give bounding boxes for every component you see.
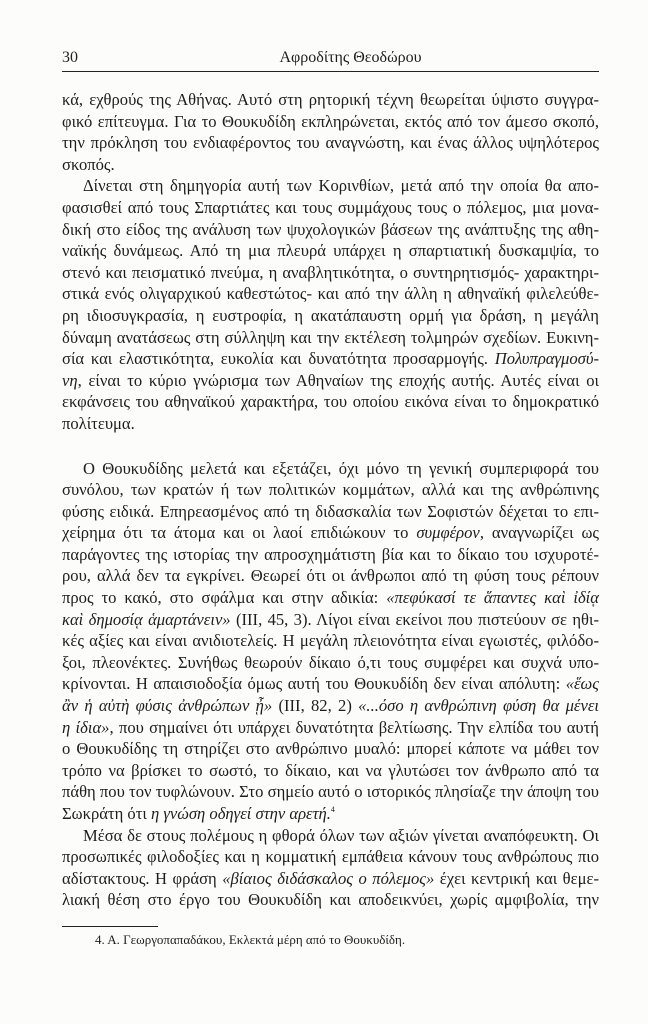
text-segment: φικό επίτευγμα. Για το Θουκυδίδη εκπληρώνεται, εκτός από τον άμεσο σκοπό, bbox=[62, 111, 599, 131]
text-segment: κά, εχθρούς της Αθήνας. Αυτό στη ρητορική τέχνη θεωρείται ύψιστο συγγρα- bbox=[62, 90, 599, 109]
text-segment: παράγοντες της ιστορίας την απροσχημάτιστη βία και το δίκαιο του ισχυροτέ- bbox=[62, 544, 599, 564]
text-segment: , που σημαίνει ότι υπάρχει δυνατότητα βελτίωσης. Την ελπίδα του αυτή bbox=[109, 717, 599, 737]
text-line bbox=[62, 781, 599, 803]
text-segment: πολίτευμα. bbox=[62, 413, 135, 433]
text-line bbox=[62, 479, 599, 501]
italic-text: καὶ δημοσίᾳ ἁμαρτάνειν» bbox=[62, 609, 231, 629]
text-line bbox=[62, 544, 599, 566]
text-segment: ο Θουκυδίδης τη στηρίζει στο ανθρώπινο μυαλό: μπορεί κάποτε να μάθει τον bbox=[62, 739, 599, 759]
text-line bbox=[62, 846, 599, 868]
text-line bbox=[62, 889, 599, 911]
italic-text: «βίαιος διδάσκαλος ο πόλεμος» bbox=[222, 868, 435, 888]
paragraph bbox=[62, 458, 599, 825]
text-segment: σκοπός. bbox=[62, 154, 115, 174]
text-segment: (ΙΙΙ, 82, 2) bbox=[272, 696, 359, 716]
text-segment: προσωπικές φιλοδοξίες και η κομματική εμπάθεια κάνουν τους ανθρώπους πιο bbox=[62, 847, 599, 867]
text-segment: φασισθεί από τους Σπαρτιάτες και τους συμμάχους τους ο πόλεμος, μια μονα- bbox=[62, 197, 599, 217]
text-line bbox=[62, 132, 599, 154]
italic-text: Πολυπραγμοσύ- bbox=[494, 349, 599, 369]
text-segment: πάθη που τον τυφλώνουν. Στο σημείο αυτό ο ιστορικός πλησίαζε την άποψη του bbox=[62, 782, 599, 802]
italic-text: «ἕως bbox=[565, 674, 599, 694]
body-text bbox=[62, 89, 599, 911]
text-line bbox=[62, 89, 599, 111]
text-segment: χείρημα ότι τα άτομα και οι λαοί επιδιώκουν το bbox=[62, 523, 417, 543]
text-line bbox=[62, 283, 599, 305]
text-segment: , είναι το κύριο γνώρισμα των Αθηναίων της εποχής αυτής. Αυτές είναι οι bbox=[77, 370, 599, 390]
text-line bbox=[62, 868, 599, 890]
text-line bbox=[62, 327, 599, 349]
text-line bbox=[62, 738, 599, 760]
text-line bbox=[62, 673, 599, 695]
text-line bbox=[62, 413, 599, 435]
text-line bbox=[62, 262, 599, 284]
text-segment: τρόπο να βρίσκει το σωστό, το δίκαιο, και να γλυτώσει τον άνθρωπο από τα bbox=[62, 760, 599, 780]
text-line bbox=[62, 609, 599, 631]
text-line bbox=[62, 154, 599, 176]
page-header bbox=[62, 49, 599, 71]
text-line bbox=[62, 391, 599, 413]
text-line bbox=[62, 111, 599, 133]
italic-text: η ίδια» bbox=[62, 717, 110, 737]
text-segment: ξοι, πλεονέκτες. Συνήθως θεωρούν δίκαιο ό,τι τους συμφέρει και συχνά υπο- bbox=[62, 652, 599, 672]
italic-text: νη bbox=[62, 370, 78, 390]
text-line bbox=[62, 175, 599, 197]
text-line bbox=[62, 501, 599, 523]
text-line bbox=[62, 240, 599, 262]
italic-text: συμφέρον bbox=[416, 523, 480, 543]
text-segment: συνόλου, των κρατών ή των πολιτικών κομμάτων, αλλά και της ανθρώπινης bbox=[62, 480, 599, 500]
footnote-rule bbox=[62, 926, 158, 927]
text-segment: στικά ενός ολιγαρχικού καθεστώτος- και από την άλλη η αθηναϊκή φιλελεύθε- bbox=[62, 284, 599, 304]
text-line bbox=[62, 522, 599, 544]
text-line bbox=[62, 717, 599, 739]
text-segment: κές αξίες και είναι ανιδιοτελείς. Η μεγάλη πλειονότητα είναι εγωιστές, φιλόδο- bbox=[62, 631, 599, 651]
text-line bbox=[62, 695, 599, 717]
paragraph bbox=[62, 175, 599, 434]
text-segment: σία και ελαστικότητα, ευκολία και δυνατότητα προσαρμογής. bbox=[62, 349, 495, 369]
text-segment: εκφάνσεις του αθηναϊκού χαρακτήρα, του οποίου εικόνα είναι το δημοκρατικό bbox=[62, 392, 599, 412]
text-line bbox=[62, 652, 599, 674]
text-segment: λιακή θέση στο έργο του Θουκυδίδη και αποδεικνύει, χωρίς αμφιβολία, την bbox=[62, 890, 599, 910]
text-line bbox=[62, 197, 599, 219]
text-line bbox=[62, 458, 599, 480]
text-line bbox=[62, 305, 599, 327]
text-line bbox=[62, 348, 599, 370]
text-segment: δική στο είδος της ανάλυση των ψυχολογικών βάσεων της ανάπτυξης της αθη- bbox=[62, 219, 599, 239]
italic-text: η γνώση οδηγεί στην αρετή. bbox=[151, 804, 331, 823]
text-segment: την πρόκληση του ενδιαφέροντος του αναγνώστη, και ένας άλλος υψηλότερος bbox=[62, 133, 599, 153]
header-rule bbox=[62, 71, 599, 72]
paragraph bbox=[62, 825, 599, 911]
text-segment: φύσης ειδικά. Επηρεασμένος από τη διδασκαλία των Σοφιστών δέχεται το επι- bbox=[62, 501, 599, 521]
text-segment: έχει κεντρική και θεμε- bbox=[434, 868, 599, 888]
text-segment: Σωκράτη ότι bbox=[62, 804, 151, 823]
text-line bbox=[62, 803, 599, 825]
text-line bbox=[62, 630, 599, 652]
page-number: 30 bbox=[62, 49, 78, 66]
italic-text: «...όσο η ανθρώπινη φύση θα μένει bbox=[358, 696, 599, 716]
running-title: Αφροδίτης Θεοδώρου bbox=[279, 49, 422, 66]
italic-text: ἂν ἡ αὐτὴ φύσις ἀνθρώπων ᾖ» bbox=[62, 696, 273, 716]
text-segment: ναϊκής δυνάμεως. Από τη μια πλευρά υπάρχει η σπαρτιατική δυσκαμψία, το bbox=[62, 241, 599, 261]
text-segment: κρίνονται. Η απαισιοδοξία όμως αυτή του Θουκυδίδη δεν είναι απόλυτη: bbox=[62, 674, 566, 694]
paragraph bbox=[62, 89, 599, 175]
text-segment: ρη ιδιοσυγκρασία, η ευστροφία, η ακατάπαυστη ορμή για δράση, η μεγάλη bbox=[62, 305, 599, 325]
text-segment: Ο Θουκυδίδης μελετά και εξετάζει, όχι μόνο τη γενική συμπεριφορά του bbox=[83, 458, 599, 478]
text-segment: , αναγνωρίζει ως bbox=[479, 523, 599, 543]
text-line bbox=[62, 219, 599, 241]
text-segment: δύναμη ανατάσεως στη σύλληψη και την εκτέλεση τολμηρών σχεδίων. Ευκινη- bbox=[62, 327, 599, 347]
text-segment: (ΙΙΙ, 45, 3). Λίγοι είναι εκείνοι που πιστεύουν σε ηθι- bbox=[230, 609, 599, 629]
text-segment: Μέσα δε στους πολέμους η φθορά όλων των αξιών γίνεται αναπόφευκτη. Οι bbox=[83, 825, 599, 845]
italic-text: «πεφύκασί τε ἅπαντες καὶ ἰδίᾳ bbox=[386, 588, 599, 608]
footnote: 4. Α. Γεωργοπαπαδάκου, Εκλεκτά μέρη από το Θουκυδίδη. bbox=[95, 932, 406, 947]
text-line bbox=[62, 587, 599, 609]
text-segment: αδίστακτους. Η φράση bbox=[62, 868, 223, 888]
text-line bbox=[62, 370, 599, 392]
text-segment: στενό και πεισματικό πνεύμα, η αναβλητικότητα, ο συντηρητισμός- χαρακτηρι- bbox=[62, 262, 599, 282]
text-segment: Δίνεται στη δημηγορία αυτή των Κορινθίων, μετά από την οποία θα απο- bbox=[83, 176, 599, 196]
text-line bbox=[62, 760, 599, 782]
text-line bbox=[62, 825, 599, 847]
footnote-marker: 4 bbox=[330, 805, 335, 814]
text-segment: προς το κακό, στο σφάλμα και στην αδικία: bbox=[62, 588, 387, 608]
text-line bbox=[62, 565, 599, 587]
text-segment: ρου, αλλά δεν τα εγκρίνει. Θεωρεί ότι οι άνθρωποι από τη φύση τους ρέπουν bbox=[62, 566, 599, 586]
